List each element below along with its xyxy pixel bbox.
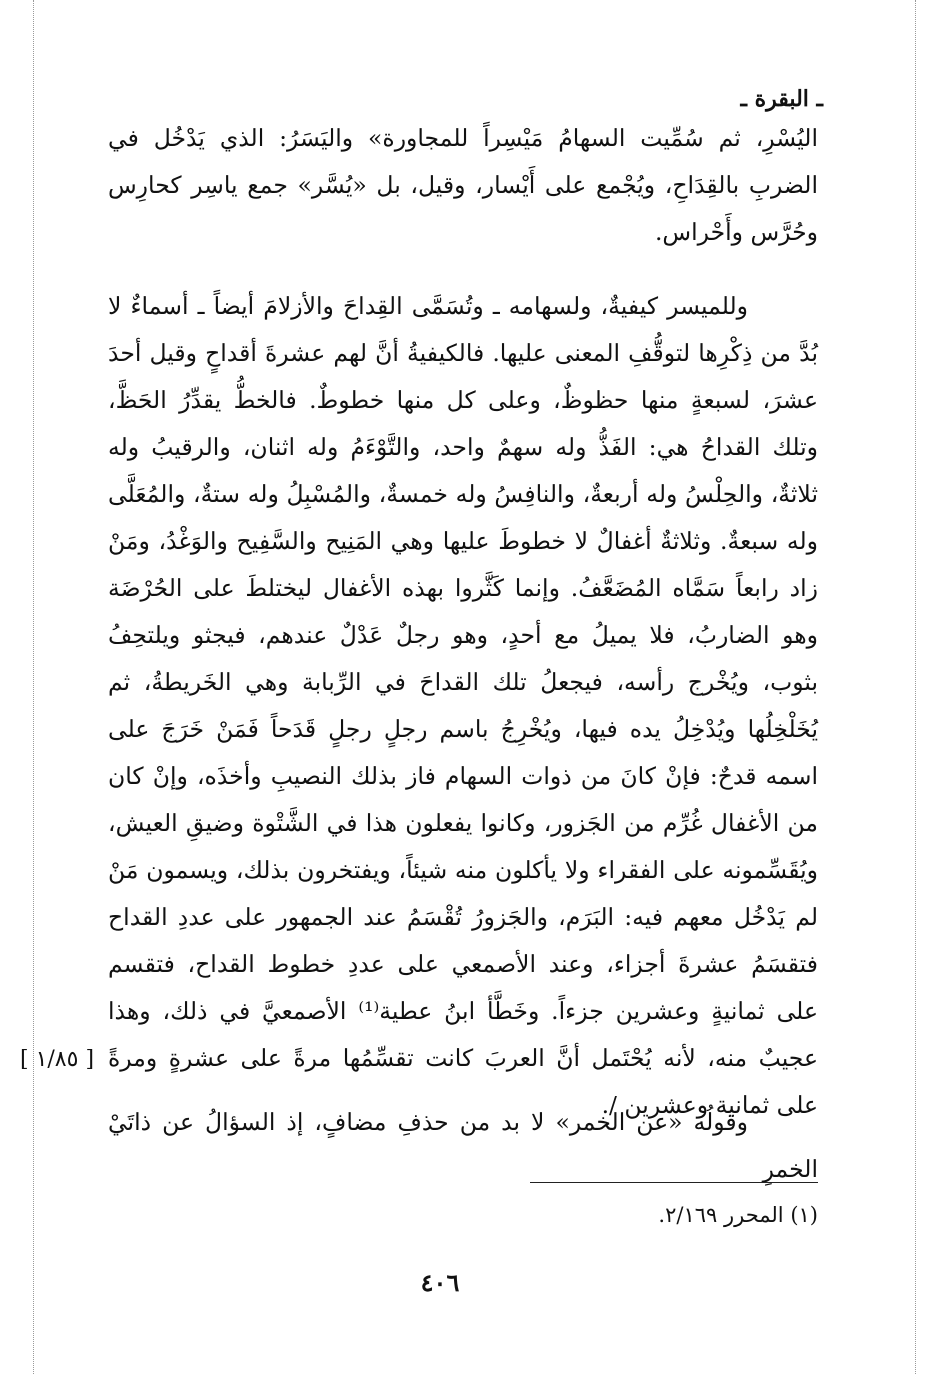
page-number: ٤٠٦ xyxy=(420,1268,460,1297)
paragraph-1: اليُسْرِ، ثم سُمِّيت السهامُ مَيْسِراً للمجاورة» واليَسَرُ: الذي يَدْخُل في الضربِ بالقِدَاحِ، ويُجْمع على أَيْسار، وقيل، بل «يُسَّر» جمع ياسِر كحارِس وحُرَّس وأَحْراس. xyxy=(108,124,818,246)
paragraph-3: وقولُه «عن الخمر» لا بد من حذفِ مضافٍ، إذ السؤالُ عن ذاتَيْ الخمرِ xyxy=(108,1108,818,1183)
footnote-separator xyxy=(530,1182,818,1183)
footnote: (١) المحرر ٢/١٦٩. xyxy=(658,1203,818,1227)
marginal-manuscript-ref: [ ١/٨٥ ] xyxy=(20,1047,95,1072)
left-margin-guide xyxy=(33,0,34,1374)
running-header: ـ البقرة ـ xyxy=(740,86,823,112)
right-margin-guide xyxy=(915,0,916,1374)
paragraph-2: وللميسر كيفيةٌ، ولسهامه ـ وتُسَمَّى القِداحَ والأزلامَ أيضاً ـ أسماءٌ لا بُدَّ من ذِكْرِها لتوقُّفِ المعنى عليها. فالكيفيةُ أنَّ لهم عشرةَ أقداحٍ وقيل أحدَ عشرَ، لسبعةٍ منها حظوظٌ، وعلى كل منها خطوطٌ. فالخطُّ يقدِّرُ الحَظَّ، وتلك القداحُ هي: الفَذُّ وله سهمٌ واحد، والتَّوْءَمُ وله اثنان، والرقيبُ وله ثلاثةٌ، والحِلْسُ وله أربعةٌ، والنافِسُ وله خمسةٌ، والمُسْبِلُ وله ستةٌ، والمُعَلَّى وله سبعةٌ. وثلاثةٌ أغفالٌ لا خطوطَ عليها وهي المَنِيح والسَّفِيح والوَغْدُ، ومَنْ زاد رابعاً سَمَّاه المُضَعَّفُ. وإنما كَثَّروا بهذه الأغفال ليختلطَ على الحُرْضَة وهو الضاربُ، فلا يميلُ مع أحدٍ، وهو رجلٌ عَدْلٌ عندهم، فيجثو ويلتحِفُ بثوب، ويُخْرج رأسه، فيجعلُ تلك القداحَ في الرِّبابة وهي الخَريطةُ، ثم يُخَلْخِلُها ويُدْخِلُ يده فيها، ويُخْرِجُ باسم رجلٍ رجلٍ قَدَحاً فَمَنْ خَرَجَ على اسمه قدحٌ: فإنْ كانَ من ذوات السهام فاز بذلك النصيبِ وأخذَه، وإنْ كان من الأغفال غُرِّم من الجَزور، وكانوا يفعلون هذا في الشَّتْوة وضيقِ العيش، ويُقَسِّمونه على الفقراء ولا يأكلون منه شيئاً، ويفتخرون بذلك، ويسمون مَنْ لم يَدْخُل معهم فيه: البَرَم، والجَزورُ تُقْسَمُ عند الجمهور على عددِ القداح فتقسَمُ عشرةَ أجزاء، وعند الأصمعي على عددِ خطوط القداح، فتقسم على ثمانيةٍ وعشرين جزءاً. وخَطَّأ ابنُ عطية⁽¹⁾ الأصمعيَّ في ذلك، وهذا عجيبٌ منه، لأنه يُحْتَمل أنَّ العربَ كانت تقسِّمُها مرةً على عشرةٍ ومرةً على ثمانية وعشرين /. xyxy=(108,292,818,1119)
